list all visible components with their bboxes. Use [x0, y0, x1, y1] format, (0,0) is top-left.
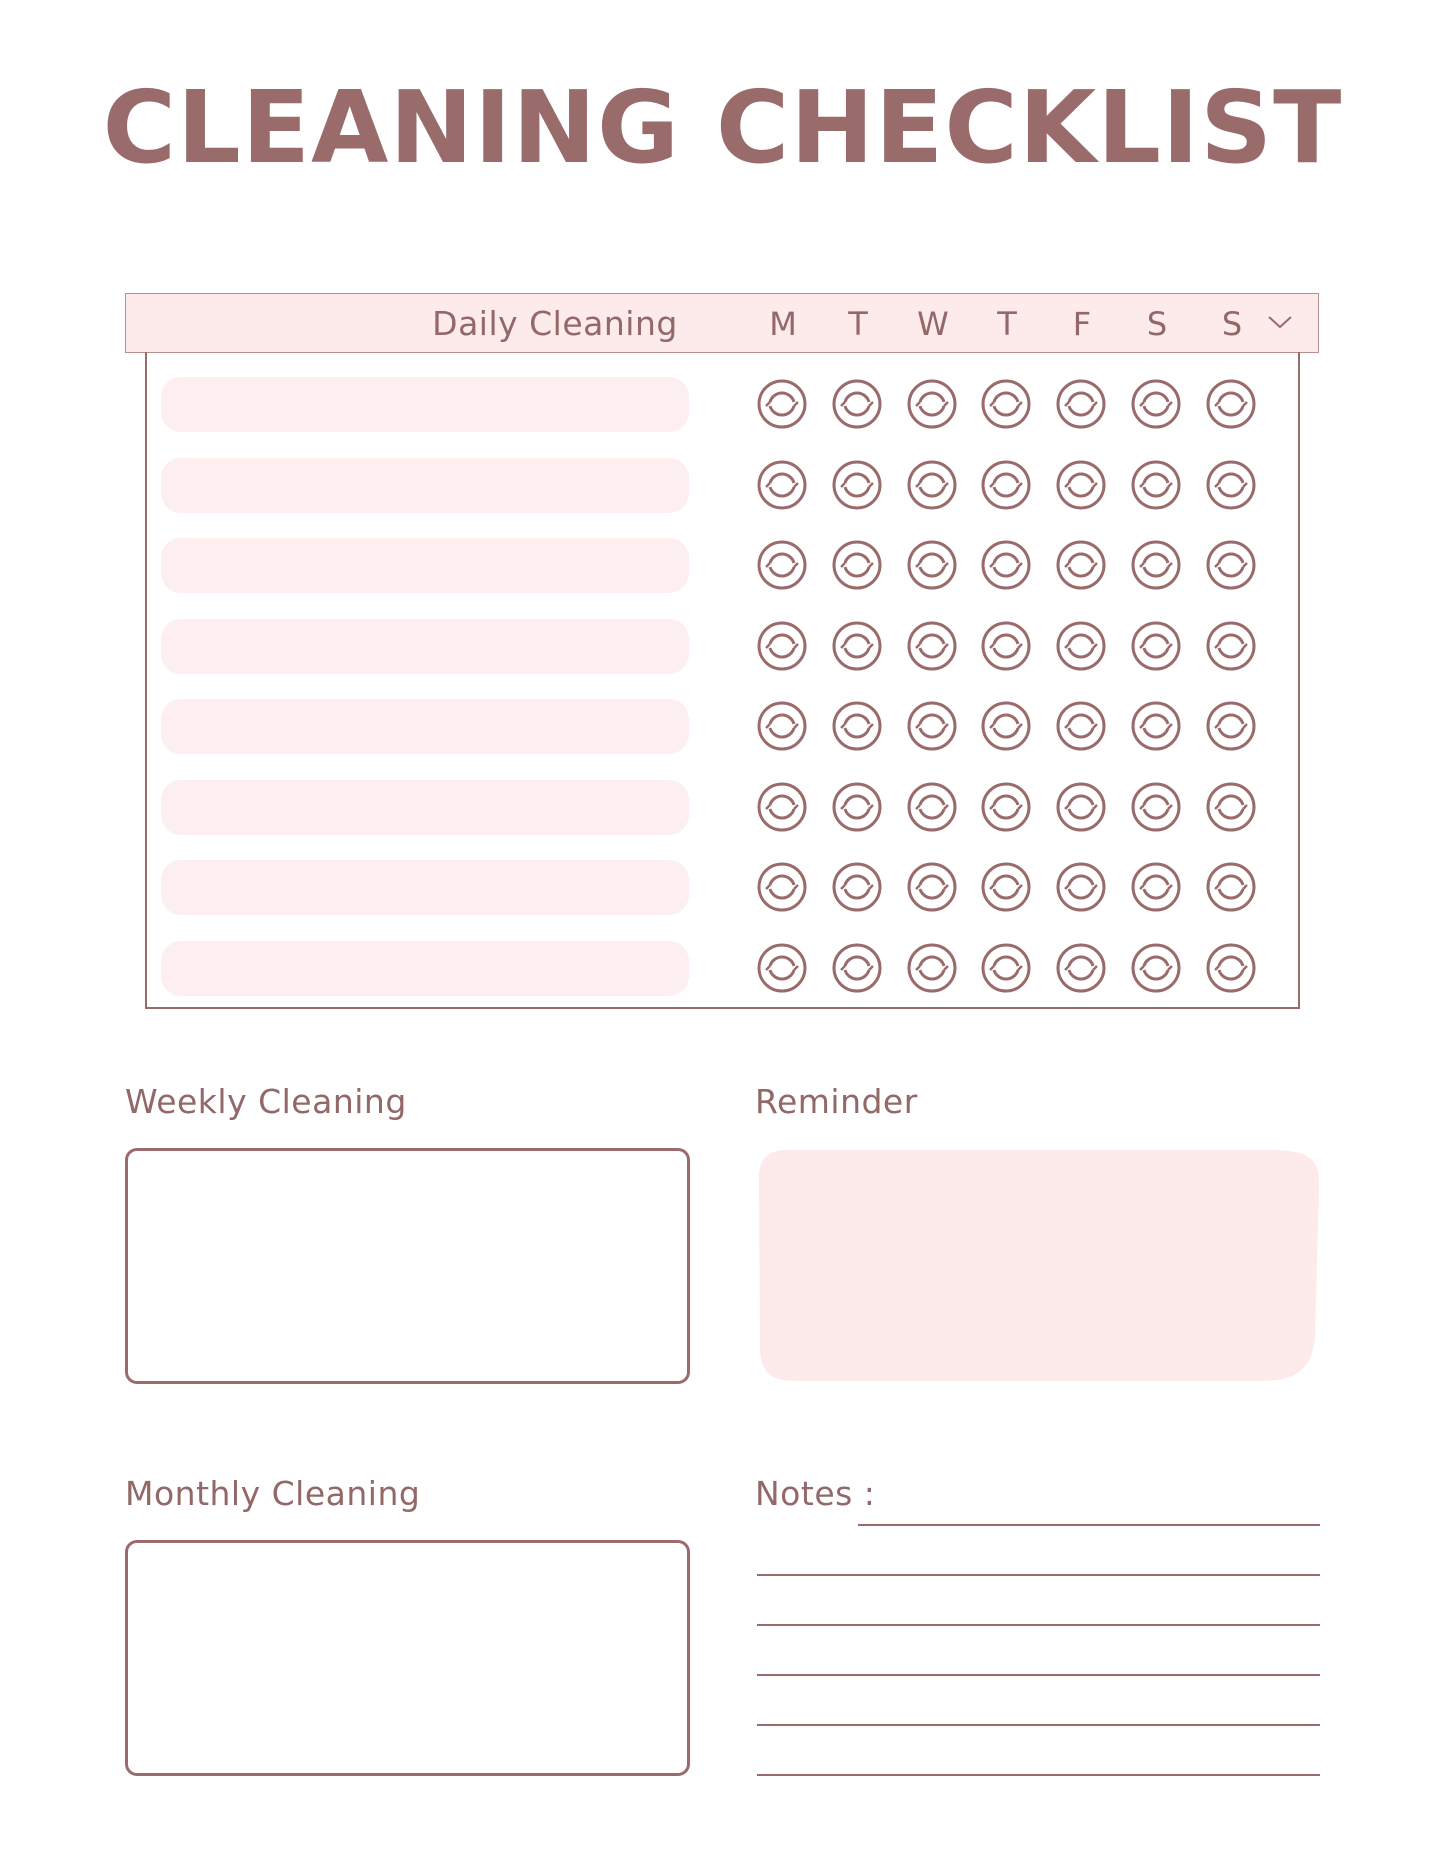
refresh-circle-icon[interactable] — [831, 861, 883, 913]
day-label-mon: M — [769, 305, 797, 343]
refresh-circle-icon[interactable] — [1055, 539, 1107, 591]
refresh-circle-icon[interactable] — [1205, 459, 1257, 511]
refresh-circle-icon[interactable] — [756, 539, 808, 591]
refresh-circle-icon[interactable] — [1205, 700, 1257, 752]
refresh-circle-icon[interactable] — [1205, 539, 1257, 591]
weekly-cleaning-box[interactable] — [125, 1148, 690, 1384]
refresh-circle-icon[interactable] — [906, 861, 958, 913]
refresh-circle-icon[interactable] — [1055, 620, 1107, 672]
daily-cleaning-label: Daily Cleaning — [432, 304, 678, 343]
refresh-circle-icon[interactable] — [980, 459, 1032, 511]
refresh-circle-icon[interactable] — [1130, 781, 1182, 833]
daily-cleaning-header — [125, 293, 1319, 353]
refresh-circle-icon[interactable] — [756, 378, 808, 430]
day-label-sat: S — [1146, 305, 1168, 343]
day-label-fri: F — [1072, 305, 1092, 343]
notes-line[interactable] — [757, 1574, 1320, 1576]
refresh-circle-icon[interactable] — [1055, 942, 1107, 994]
refresh-circle-icon[interactable] — [906, 459, 958, 511]
task-input-bar[interactable] — [161, 619, 689, 674]
refresh-circle-icon[interactable] — [1130, 700, 1182, 752]
refresh-circle-icon[interactable] — [831, 781, 883, 833]
refresh-circle-icon[interactable] — [1130, 861, 1182, 913]
refresh-circle-icon[interactable] — [1130, 942, 1182, 994]
refresh-circle-icon[interactable] — [980, 539, 1032, 591]
notes-line[interactable] — [757, 1624, 1320, 1626]
refresh-circle-icon[interactable] — [756, 620, 808, 672]
refresh-circle-icon[interactable] — [1205, 620, 1257, 672]
chevron-down-icon[interactable] — [1266, 313, 1294, 331]
refresh-circle-icon[interactable] — [980, 378, 1032, 430]
task-input-bar[interactable] — [161, 458, 689, 513]
notes-line[interactable] — [757, 1674, 1320, 1676]
day-label-sun: S — [1221, 305, 1243, 343]
refresh-circle-icon[interactable] — [906, 539, 958, 591]
refresh-circle-icon[interactable] — [831, 620, 883, 672]
refresh-circle-icon[interactable] — [831, 459, 883, 511]
refresh-circle-icon[interactable] — [906, 378, 958, 430]
refresh-circle-icon[interactable] — [756, 942, 808, 994]
notes-line[interactable] — [757, 1774, 1320, 1776]
refresh-circle-icon[interactable] — [1055, 378, 1107, 430]
refresh-circle-icon[interactable] — [980, 781, 1032, 833]
refresh-circle-icon[interactable] — [831, 378, 883, 430]
refresh-circle-icon[interactable] — [906, 700, 958, 752]
weekly-cleaning-label: Weekly Cleaning — [125, 1082, 407, 1121]
task-input-bar[interactable] — [161, 780, 689, 835]
refresh-circle-icon[interactable] — [1055, 781, 1107, 833]
refresh-circle-icon[interactable] — [1055, 459, 1107, 511]
refresh-circle-icon[interactable] — [980, 700, 1032, 752]
refresh-circle-icon[interactable] — [980, 861, 1032, 913]
refresh-circle-icon[interactable] — [831, 539, 883, 591]
notes-line[interactable] — [757, 1724, 1320, 1726]
notes-label: Notes : — [755, 1474, 876, 1513]
refresh-circle-icon[interactable] — [1205, 781, 1257, 833]
refresh-circle-icon[interactable] — [906, 942, 958, 994]
refresh-circle-icon[interactable] — [980, 620, 1032, 672]
task-input-bar[interactable] — [161, 941, 689, 996]
monthly-cleaning-label: Monthly Cleaning — [125, 1474, 421, 1513]
task-input-bar[interactable] — [161, 699, 689, 754]
refresh-circle-icon[interactable] — [906, 620, 958, 672]
page-title: CLEANING CHECKLIST — [102, 69, 1343, 186]
task-input-bar[interactable] — [161, 860, 689, 915]
refresh-circle-icon[interactable] — [1130, 459, 1182, 511]
day-label-wed: W — [917, 305, 949, 343]
refresh-circle-icon[interactable] — [756, 781, 808, 833]
refresh-circle-icon[interactable] — [756, 700, 808, 752]
notes-line[interactable] — [858, 1524, 1320, 1526]
day-label-thu: T — [997, 305, 1017, 343]
refresh-circle-icon[interactable] — [756, 459, 808, 511]
refresh-circle-icon[interactable] — [1205, 861, 1257, 913]
refresh-circle-icon[interactable] — [1205, 942, 1257, 994]
refresh-circle-icon[interactable] — [980, 942, 1032, 994]
reminder-label: Reminder — [755, 1082, 918, 1121]
refresh-circle-icon[interactable] — [1055, 700, 1107, 752]
refresh-circle-icon[interactable] — [1130, 620, 1182, 672]
day-label-tue: T — [848, 305, 868, 343]
refresh-circle-icon[interactable] — [1205, 378, 1257, 430]
refresh-circle-icon[interactable] — [831, 700, 883, 752]
refresh-circle-icon[interactable] — [1130, 539, 1182, 591]
reminder-box[interactable] — [757, 1148, 1321, 1383]
task-input-bar[interactable] — [161, 377, 689, 432]
task-input-bar[interactable] — [161, 538, 689, 593]
monthly-cleaning-box[interactable] — [125, 1540, 690, 1776]
refresh-circle-icon[interactable] — [831, 942, 883, 994]
refresh-circle-icon[interactable] — [756, 861, 808, 913]
refresh-circle-icon[interactable] — [906, 781, 958, 833]
refresh-circle-icon[interactable] — [1130, 378, 1182, 430]
refresh-circle-icon[interactable] — [1055, 861, 1107, 913]
